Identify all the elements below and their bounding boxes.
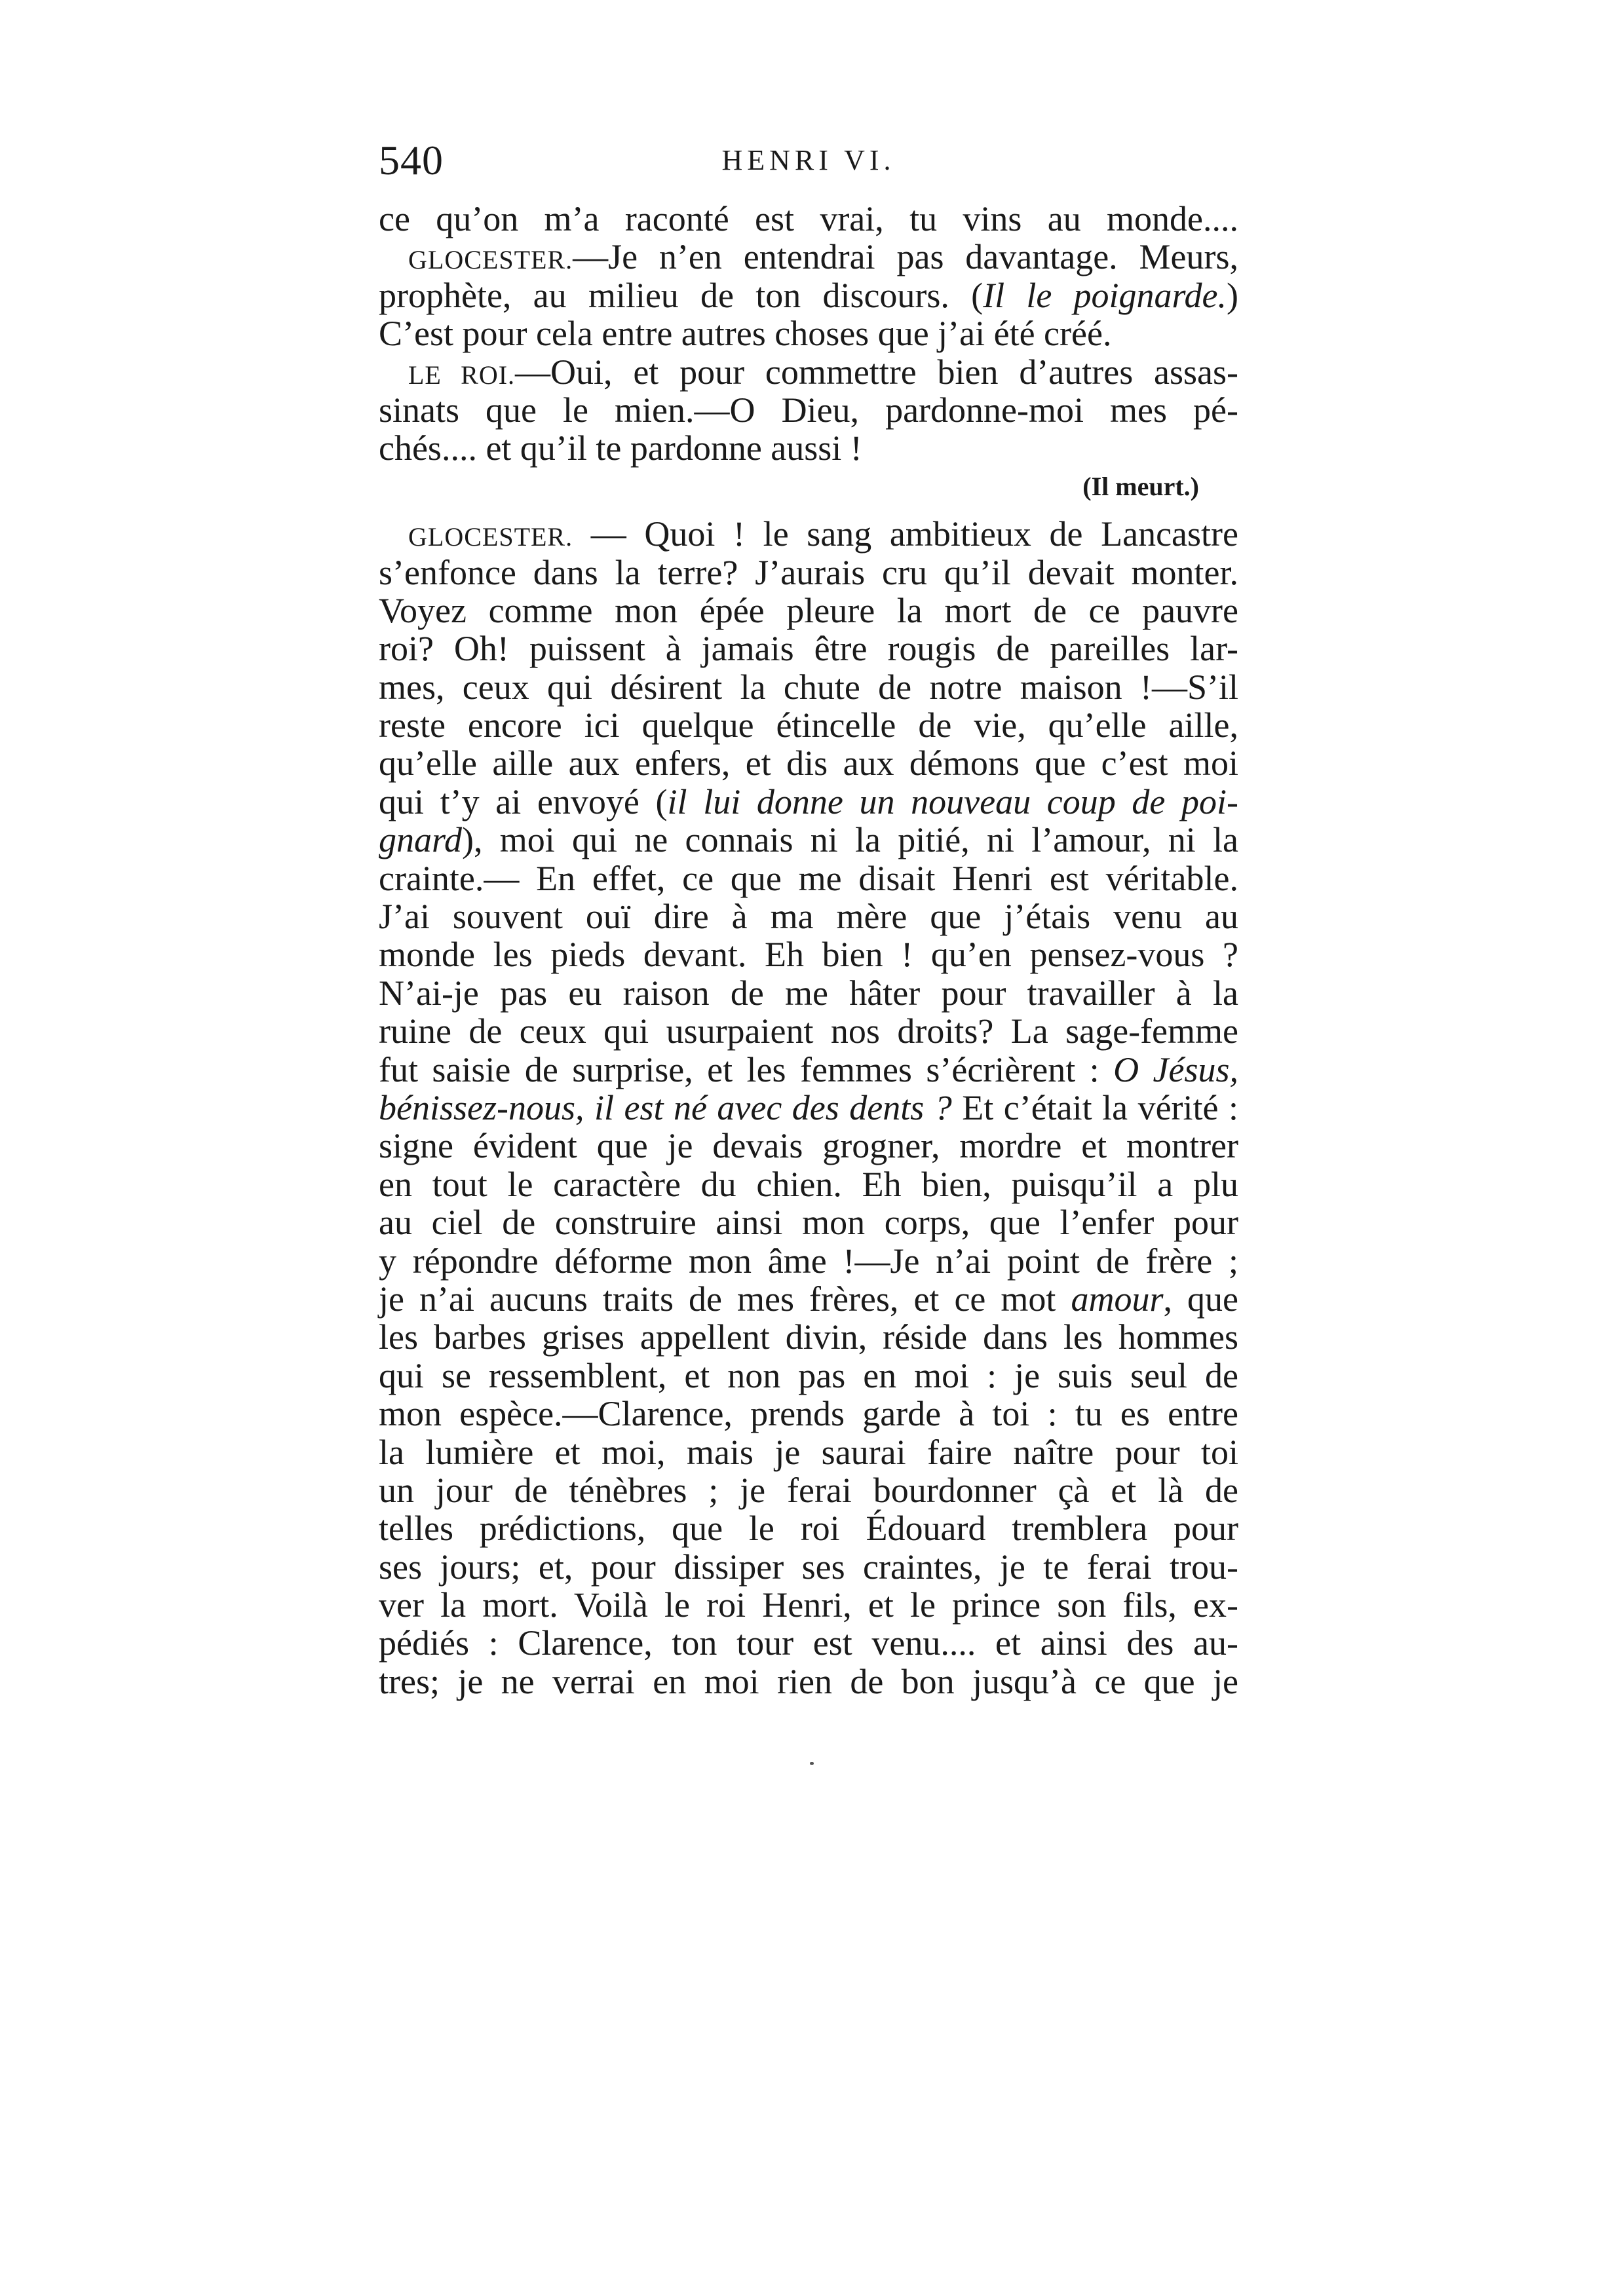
text-line (379, 1280, 1238, 1318)
text-span: , que (1163, 1279, 1238, 1319)
text-line (379, 974, 1238, 1012)
text-span: qui se ressemblent, et non pas en moi : je suis seul de (379, 1355, 1238, 1395)
text-line (379, 1051, 1238, 1089)
text-span: signe évident que je devais grogner, mordre et montrer (379, 1126, 1238, 1166)
text-span: N’ai-je pas eu raison de me hâter pour travailler à la (379, 973, 1238, 1013)
text-line (379, 744, 1238, 782)
text-span: telles prédictions, que le roi Édouard tremblera pour (379, 1509, 1238, 1549)
text-span: ), moi qui ne connais ni la pitié, ni l’amour, ni la (462, 820, 1238, 860)
text-line (379, 1012, 1238, 1050)
text-line (379, 1395, 1238, 1433)
text-line (379, 1471, 1238, 1509)
text-span: reste encore ici quelque étincelle de vie, qu’elle aille, (379, 706, 1238, 745)
text-line (379, 821, 1238, 859)
text-span: —Oui, et pour commettre bien d’autres assas- (515, 352, 1238, 392)
speaker-name: GLOCESTER. (408, 245, 573, 275)
italic-span: Il le poignarde. (983, 275, 1227, 315)
text-line (379, 1165, 1238, 1203)
italic-span: O Jésus, (1113, 1049, 1238, 1089)
text-line (379, 554, 1238, 592)
speaker-name: LE ROI. (408, 360, 516, 390)
text-line (379, 668, 1238, 706)
text-span: au ciel de construire ainsi mon corps, que l’enfer pour (379, 1203, 1238, 1243)
page-header (379, 134, 1238, 187)
text-span: fut saisie de surprise, et les femmes s’écrièrent : (379, 1049, 1114, 1089)
text-span: les barbes grises appellent divin, réside dans les hommes (379, 1317, 1238, 1357)
print-speck (810, 1762, 814, 1765)
text-span: prophète, au milieu de ton discours. ( (379, 275, 983, 315)
text-line (379, 1318, 1238, 1356)
text-span: ses jours; et, pour dissiper ses craintes, je te ferai trou- (379, 1547, 1238, 1587)
text-line (379, 897, 1238, 935)
text-span: Et c’était la vérité : (951, 1087, 1239, 1127)
text-line (379, 1548, 1238, 1586)
text-line (379, 468, 1238, 506)
italic-span: gnard (379, 820, 463, 860)
text-line (379, 1089, 1238, 1127)
text-line (379, 1663, 1238, 1701)
text-span: mon espèce.—Clarence, prends garde à toi : tu es entre (379, 1394, 1238, 1434)
text-line (379, 783, 1238, 821)
text-span: chés.... et qu’il te pardonne aussi ! (379, 428, 862, 468)
text-span: ruine de ceux qui usurpaient nos droits? La sage-femme (379, 1011, 1238, 1051)
text-span: qu’elle aille aux enfers, et dis aux démons que c’est moi (379, 743, 1238, 783)
text-line (379, 706, 1238, 744)
text-line (379, 238, 1238, 276)
text-span: ) (1227, 275, 1239, 315)
italic-span: il lui donne un nouveau coup de poi- (667, 781, 1238, 821)
text-span: ver la mort. Voilà le roi Henri, et le prince son fils, ex- (379, 1585, 1238, 1625)
running-title: HENRI VI. (721, 144, 896, 176)
text-line (379, 1242, 1238, 1280)
text-line (379, 1586, 1238, 1624)
text-span: crainte.— En effet, ce que me disait Henri est véritable. (379, 858, 1238, 898)
text-span: tres; je ne verrai en moi rien de bon jusqu’à ce que je (379, 1661, 1238, 1701)
text-line (379, 935, 1238, 973)
text-span: la lumière et moi, mais je saurai faire naître pour toi (379, 1432, 1238, 1472)
text-span: C’est pour cela entre autres choses que j’ai été créé. (379, 314, 1112, 354)
text-line (379, 1127, 1238, 1165)
text-span: monde les pieds devant. Eh bien ! qu’en pensez-vous ? (379, 935, 1238, 975)
text-span: — Quoi ! le sang ambitieux de Lancastre (573, 514, 1238, 554)
text-line (379, 515, 1238, 553)
text-span: sinats que le mien.—O Dieu, pardonne-moi mes pé- (379, 390, 1238, 430)
text-line (379, 1509, 1238, 1547)
body-text (379, 200, 1238, 1701)
text-line (379, 1433, 1238, 1471)
text-line (379, 859, 1238, 897)
text-line (379, 276, 1238, 314)
text-line (379, 314, 1238, 352)
text-span: ce qu’on m’a raconté est vrai, tu vins au monde.... (379, 199, 1238, 238)
text-span: (Il meurt.) (1082, 471, 1199, 501)
text-line (379, 391, 1238, 429)
text-line (379, 429, 1238, 467)
text-span: J’ai souvent ouï dire à ma mère que j’étais venu au (379, 897, 1238, 937)
speaker-name: GLOCESTER. (408, 522, 573, 552)
text-span: en tout le caractère du chien. Eh bien, puisqu’il a plu (379, 1164, 1238, 1204)
text-span: roi? Oh! puissent à jamais être rougis de pareilles lar- (379, 629, 1238, 669)
text-span: qui t’y ai envoyé ( (379, 781, 668, 821)
italic-span: amour (1071, 1279, 1164, 1319)
text-line (379, 353, 1238, 391)
text-span: —Je n’en entendrai pas davantage. Meurs, (573, 237, 1238, 277)
text-span: un jour de ténèbres ; je ferai bourdonner çà et là de (379, 1470, 1238, 1510)
text-span: Voyez comme mon épée pleure la mort de ce pauvre (379, 590, 1238, 630)
text-span: y répondre déforme mon âme !—Je n’ai point de frère ; (379, 1241, 1238, 1281)
text-span: mes, ceux qui désirent la chute de notre maison !—S’il (379, 667, 1238, 707)
text-line (379, 1357, 1238, 1395)
text-line (379, 200, 1238, 238)
italic-span: bénissez-nous, il est né avec des dents ? (379, 1087, 952, 1127)
page-number: 540 (379, 137, 444, 183)
text-line (379, 1203, 1238, 1241)
text-span: s’enfonce dans la terre? J’aurais cru qu’il devait monter. (379, 552, 1238, 592)
text-line (379, 592, 1238, 630)
text-line (379, 1624, 1238, 1662)
text-span: pédiés : Clarence, ton tour est venu.... et ainsi des au- (379, 1623, 1238, 1663)
text-span: je n’ai aucuns traits de mes frères, et ce mot (379, 1279, 1071, 1319)
text-line (379, 630, 1238, 668)
